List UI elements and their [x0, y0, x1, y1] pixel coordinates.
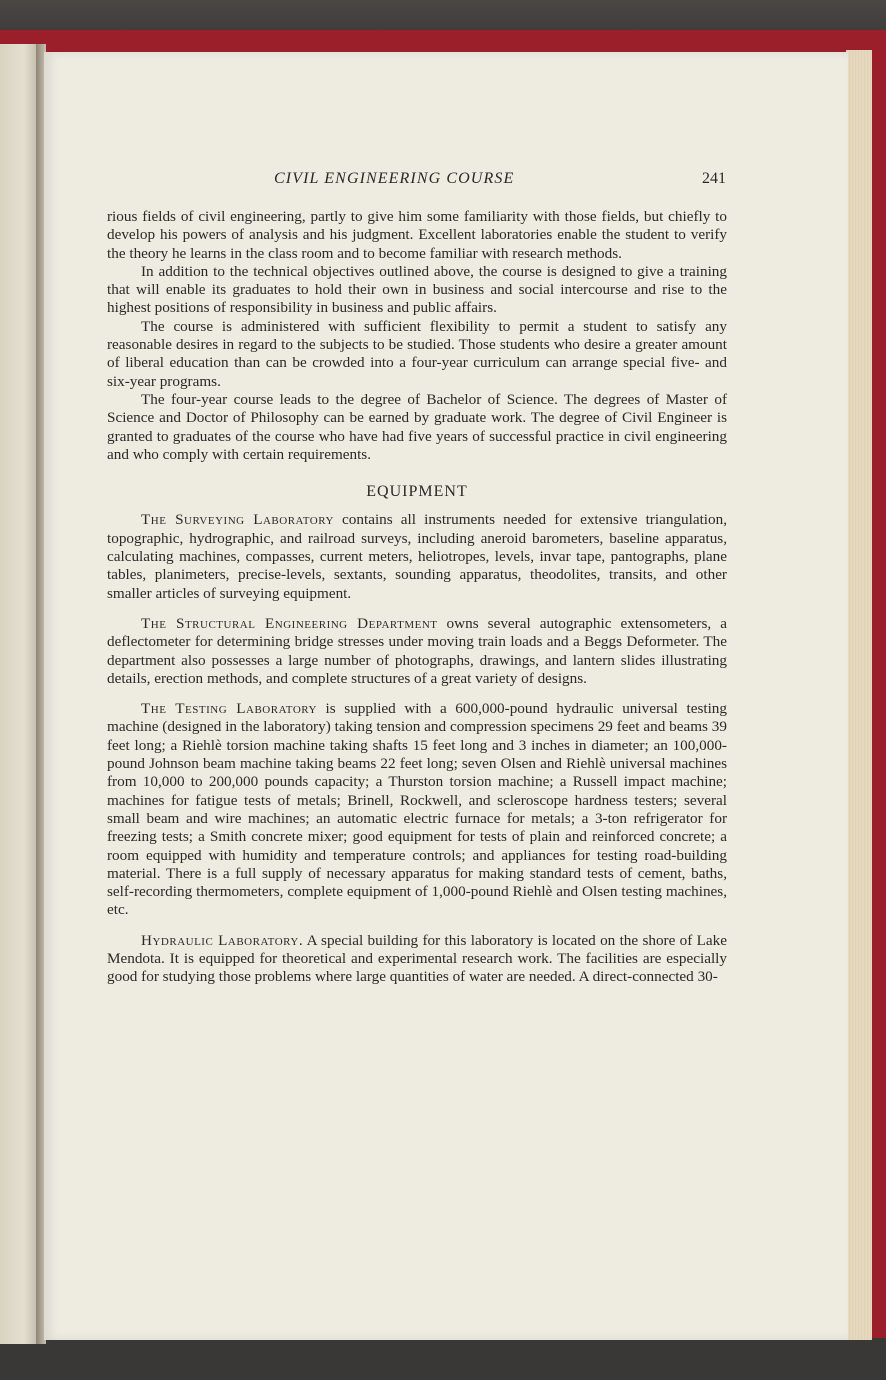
facing-page-edge — [0, 44, 40, 1344]
page-block-edges — [846, 50, 872, 1340]
scanner-background-bottom — [0, 1338, 886, 1380]
paragraph-text: is supplied with a 600,000-pound hydraulic universal testing machine (designed in the laboratory) taking tension and compression specimens 29 feet and beams 39 feet long; a Riehlè torsion machine taking shafts 15 feet long and 3 inches in diameter; an 100,000-pound Johnson beam machine taking beams 22 feet long; seven Olsen and Riehlè universal machines from 10,000 to 200,000 pounds capacity; a Thurston torsion machine; a Russell impact machine; machines for fatigue tests of metals; Brinell, Rockwell, and scleroscope hardness testers; several small beam and wire machines; an automatic electric furnace for metals; a 3-ton refrigerator for freezing tests; a Smith concrete mixer; good equipment for tests of plain and reinforced concrete; a room equipped with humidity and temperature controls; and appliances for testing road-building material. There is a full supply of necessary apparatus for making standard tests of cement, baths, self-recording thermometers, complete equipment of 1,000-pound Riehlè and Olsen testing machines, etc. — [107, 700, 727, 919]
paragraph: rious fields of civil engineering, partly to give him some familiarity with those fields, but chiefly to develop his powers of analysis and his judgment. Excellent laboratories enable the student to verify the theory he learns in the class room and to become familiar with research methods. — [107, 208, 727, 262]
equipment-paragraph — [107, 932, 727, 987]
paragraph: The course is administered with sufficient flexibility to permit a student to satisfy any reasonable desires in regard to the subjects to be studied. Those students who desire a greater amount of liberal education than can be crowded into a four-year curriculum can arrange special five- and six-year programs. — [107, 317, 727, 390]
paragraph-lead: Hydraulic Laboratory. — [141, 931, 304, 949]
paragraph-text: contains all instruments needed for extensive triangulation, topographic, hydrographic, and railroad surveys, including aneroid barometers, baseline apparatus, calculating machines, compasses, current meters, heliotropes, levels, invar tape, pantographs, plane tables, planimeters, precise-levels, sextants, sounding apparatus, theodolites, transits, and other smaller articles of surveying equipment. — [107, 511, 727, 602]
equipment-paragraph — [107, 615, 727, 688]
paragraph: The four-year course leads to the degree of Bachelor of Science. The degrees of Master of Science and Doctor of Philosophy can be earned by graduate work. The degree of Civil Engineer is granted to graduates of the course who have had five years of successful practice in civil engineering and who comply with certain requirements. — [107, 390, 727, 463]
page-number: 241 — [702, 170, 726, 187]
running-head — [274, 170, 726, 192]
scanner-background — [0, 0, 886, 34]
section-heading: EQUIPMENT — [366, 483, 468, 501]
running-title: CIVIL ENGINEERING COURSE — [274, 170, 515, 187]
paragraph-text: owns several autographic extensometers, a deflectometer for determining bridge stresses under moving train loads and a Beggs Deformeter. The department also possesses a large number of photographs, drawings, and lantern slides illustrating details, erection methods, and complete structures of a great variety of designs. — [107, 614, 727, 687]
equipment-paragraph — [107, 700, 727, 920]
paragraph-text: A special building for this laboratory is located on the shore of Lake Mendota. It is equipped for theoretical and experimental research work. The facilities are especially good for studying those problems where large quantities of water are needed. A direct-connected 30- — [107, 931, 727, 986]
page-body — [107, 208, 727, 987]
paragraph-lead: The Structural Engineering Department — [141, 614, 438, 632]
paragraph-lead: The Surveying Laboratory — [141, 511, 334, 529]
paragraph-lead: The Testing Laboratory — [141, 700, 317, 718]
paragraph: In addition to the technical objectives outlined above, the course is designed to give a training that will enable its graduates to hold their own in business and social intercourse and rise to the highest positions of responsibility in business and public affairs. — [107, 262, 727, 317]
equipment-paragraph — [107, 511, 727, 602]
